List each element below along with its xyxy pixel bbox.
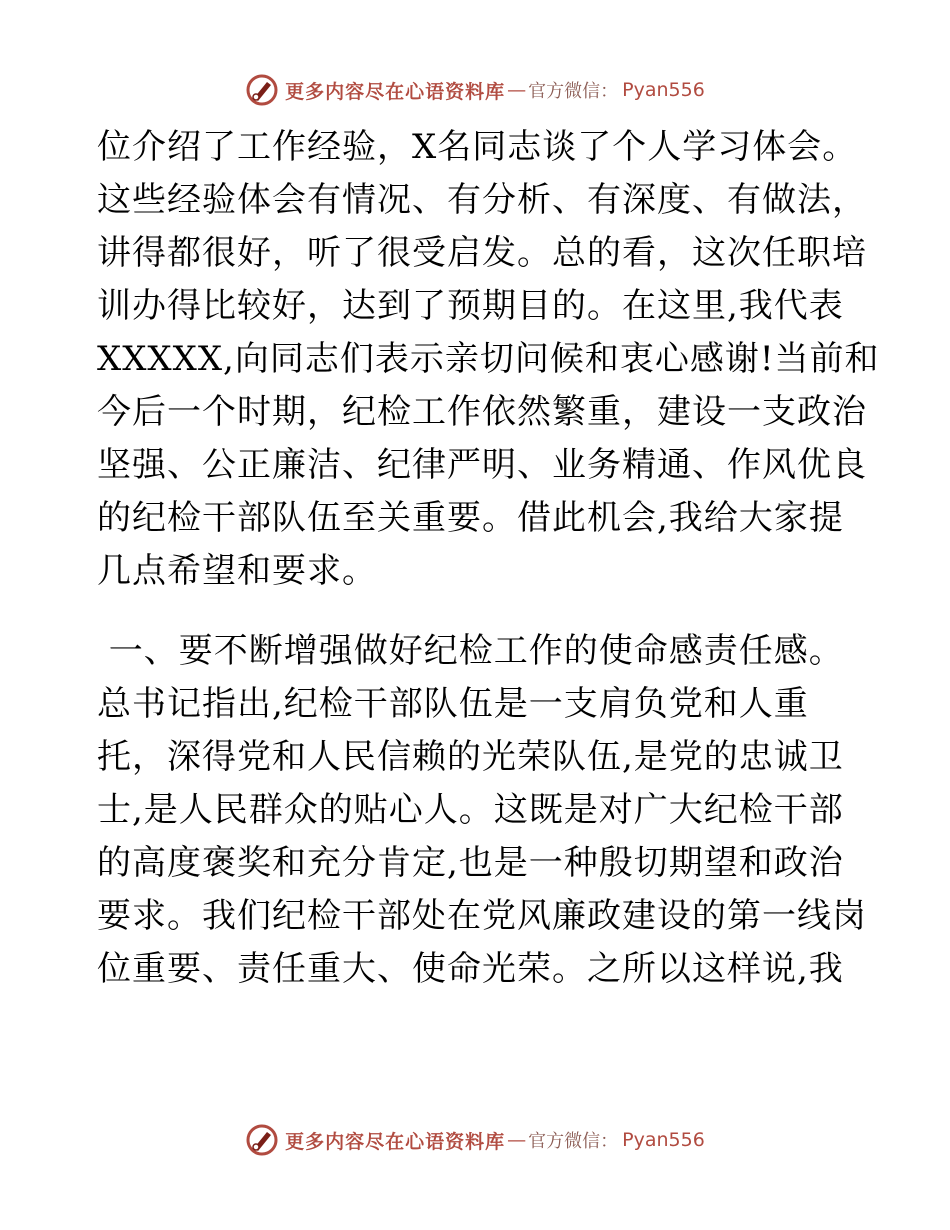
text-line: 位重要、责任重大、使命光荣。之所以这样说,我 [97,949,844,989]
footer-site-text: 更多内容尽在心语资料库 [285,1130,506,1153]
text-line: 士,是人民群众的贴心人。这既是对广大纪检干部 [97,790,844,830]
footer-wechat-label: 官方微信： [528,1131,619,1152]
text-line: 托，深得党和人民信赖的光荣队伍,是党的忠诚卫 [97,737,844,777]
text-line: 这些经验体会有情况、有分析、有深度、有做法， [97,180,867,220]
text-line: 讲得都很好，听了很受启发。总的看，这次任职培 [97,233,867,273]
text-line: 今后一个时期，纪检工作依然繁重，建设一支政治 [97,392,867,432]
text-line: 训办得比较好，达到了预期目的。在这里,我代表 [97,286,844,326]
document-body [97,121,880,996]
footer-wechat-id: Pyan556 [622,1129,705,1151]
text-line: 位介绍了工作经验，X名同志谈了个人学习体会。 [97,127,858,167]
text-line: 要求。我们纪检干部处在党风廉政建设的第一线岗 [97,896,867,936]
text-line: 总书记指出,纪检干部队伍是一支肩负党和人重 [97,684,809,724]
paragraph-2 [97,625,867,996]
header-site-text: 更多内容尽在心语资料库 [285,80,506,103]
section-heading-line: 一、要不断增强做好纪检工作的使命感责任感。 [97,631,844,671]
text-line: 的纪检干部队伍至关重要。借此机会,我给大家提 [97,498,844,538]
pen-logo-icon [245,73,279,107]
header-wechat-id: Pyan556 [622,79,705,101]
header-wechat-label: 官方微信： [528,81,619,102]
text-line: 几点希望和要求。 [97,551,377,591]
text-line: 坚强、公正廉洁、纪律严明、业务精通、作风优良 [97,445,867,485]
footer-watermark [0,1120,950,1160]
header-watermark [0,70,950,110]
pen-logo-icon [245,1123,279,1157]
text-line: XXXXX,向同志们表示亲切问候和衷心感谢!当前和 [97,339,880,379]
text-line: 的高度褒奖和充分肯定,也是一种殷切期望和政治 [97,843,844,883]
paragraph-gap [97,598,857,625]
footer-dash: — [507,1129,527,1151]
paragraph-1 [97,121,880,598]
header-dash: — [507,79,527,101]
